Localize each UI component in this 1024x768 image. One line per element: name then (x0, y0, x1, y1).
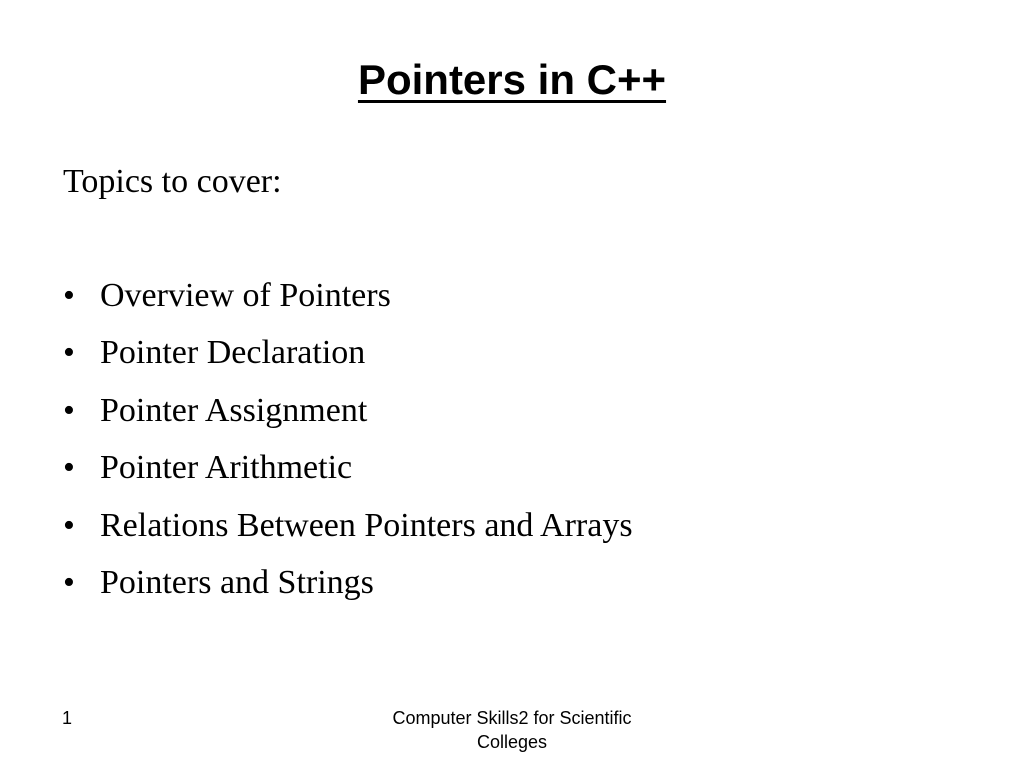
slide-number: 1 (62, 708, 73, 728)
list-item (63, 274, 633, 331)
list-item-text: Overview of Pointers (100, 277, 391, 314)
list-item (63, 446, 633, 503)
slide-title-text: Pointers in C++ (357, 56, 667, 103)
list-item-text: Pointers and Strings (100, 563, 374, 601)
bullet-icon: • (63, 563, 75, 601)
footer-caption: Computer Skills2 for Scientific Colleges (392, 708, 632, 752)
topics-list (63, 274, 633, 618)
list-item-text: Pointer Declaration (100, 334, 366, 372)
bullet-icon: • (63, 277, 75, 314)
bullet-icon: • (63, 449, 75, 487)
list-item (63, 331, 633, 388)
bullet-icon: • (63, 334, 75, 372)
list-item-text: Pointer Assignment (100, 391, 368, 429)
list-item-text: Relations Between Pointers and Arrays (100, 506, 633, 544)
list-item (63, 504, 633, 561)
list-item-text: Pointer Arithmetic (100, 449, 353, 487)
list-item (63, 561, 633, 618)
slide-title (0, 54, 1024, 106)
bullet-icon: • (63, 391, 75, 429)
bullet-icon: • (63, 506, 75, 544)
intro-text: Topics to cover: (63, 163, 282, 200)
list-item (63, 389, 633, 446)
